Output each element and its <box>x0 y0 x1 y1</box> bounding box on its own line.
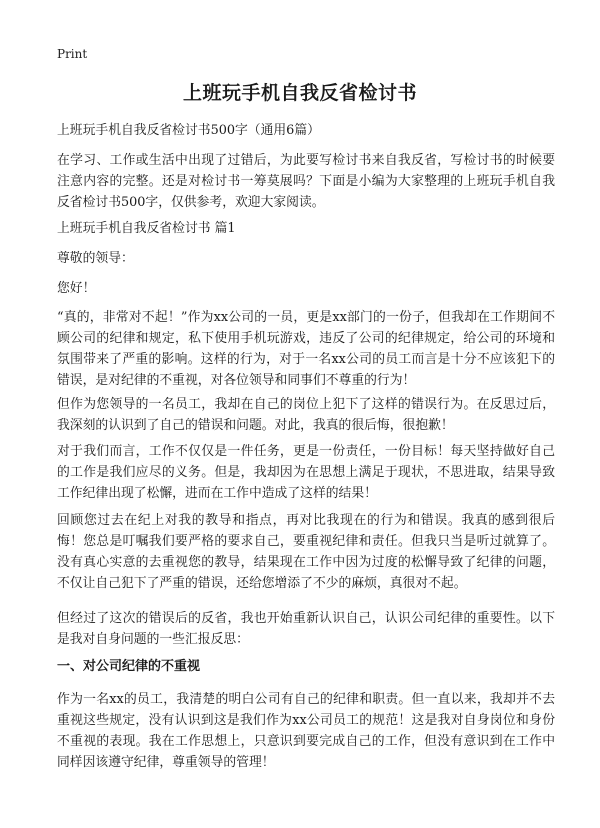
paragraph-3: 对于我们而言，工作不仅仅是一件任务，更是一份责任，一份目标！每天坚持做好自己的工作是我们应尽的义务。但是，我却因为在思想上满足于现状，不思进取，结果导致工作纪律出现了松懈，进而在工作中造成了这样的结果！ <box>57 444 555 501</box>
subtitle: 上班玩手机自我反省检讨书500字（通用6篇） <box>57 123 320 138</box>
document-title: 上班玩手机自我反省检讨书 <box>182 82 417 104</box>
intro-paragraph: 在学习、工作或生活中出现了过错后，为此要写检讨书来自我反省，写检讨书的时候要注意内容的完整。还是对检讨书一筹莫展吗？下面是小编为大家整理的上班玩手机自我反省检讨书500字，仅供参考，欢迎大家阅读。 <box>57 153 555 210</box>
section-heading: 一、对公司纪律的不重视 <box>57 659 201 674</box>
paragraph-6: 作为一名xx的员工，我清楚的明白公司有自己的纪律和职责。但一直以来，我却并不去重视这些规定，没有认识到这是我们作为xx公司员工的规范！这是我对自身岗位和身份不重视的表现。我在工作思想上，只意识到要完成自己的工作，但没有意识到在工作中同样因该遵守纪律，尊重领导的管理！ <box>57 692 555 770</box>
section-title: 上班玩手机自我反省检讨书 篇1 <box>57 221 236 236</box>
paragraph-4: 回顾您过去在纪上对我的教导和指点，再对比我现在的行为和错误。我真的感到很后悔！您总是叮嘱我们要严格的要求自己，要重视纪律和责任。但我只当是听过就算了。没有真心实意的去重视您的教导，结果现在工作中因为过度的松懈导致了纪律的问题，不仅让自己犯下了严重的错误，还给您增添了不少的麻烦，真很对不起。 <box>57 513 555 591</box>
greeting: 您好！ <box>57 281 96 296</box>
salutation: 尊敬的领导： <box>57 251 134 266</box>
paragraph-2: 但作为您领导的一名员工，我却在自己的岗位上犯下了这样的错误行为。在反思过后，我深刻的认识到了自己的错误和问题。对此，我真的很后悔，很抱歉！ <box>57 397 555 433</box>
print-link[interactable]: Print <box>57 47 88 61</box>
paragraph-5: 但经过了这次的错误后的反省，我也开始重新认识自己，认识公司纪律的重要性。以下是我对自身问题的一些汇报反思： <box>57 611 555 647</box>
paragraph-1: “真的，非常对不起！”作为xx公司的一员，更是xx部门的一份子，但我却在工作期间不顾公司的纪律和规定，私下使用手机玩游戏，违反了公司的纪律规定，给公司的环境和氛围带来了严重的影响。这样的行为，对于一名xx公司的员工而言是十分不应该犯下的错误，是对纪律的不重视，对各位领导和同事们不尊重的行为！ <box>57 310 555 388</box>
